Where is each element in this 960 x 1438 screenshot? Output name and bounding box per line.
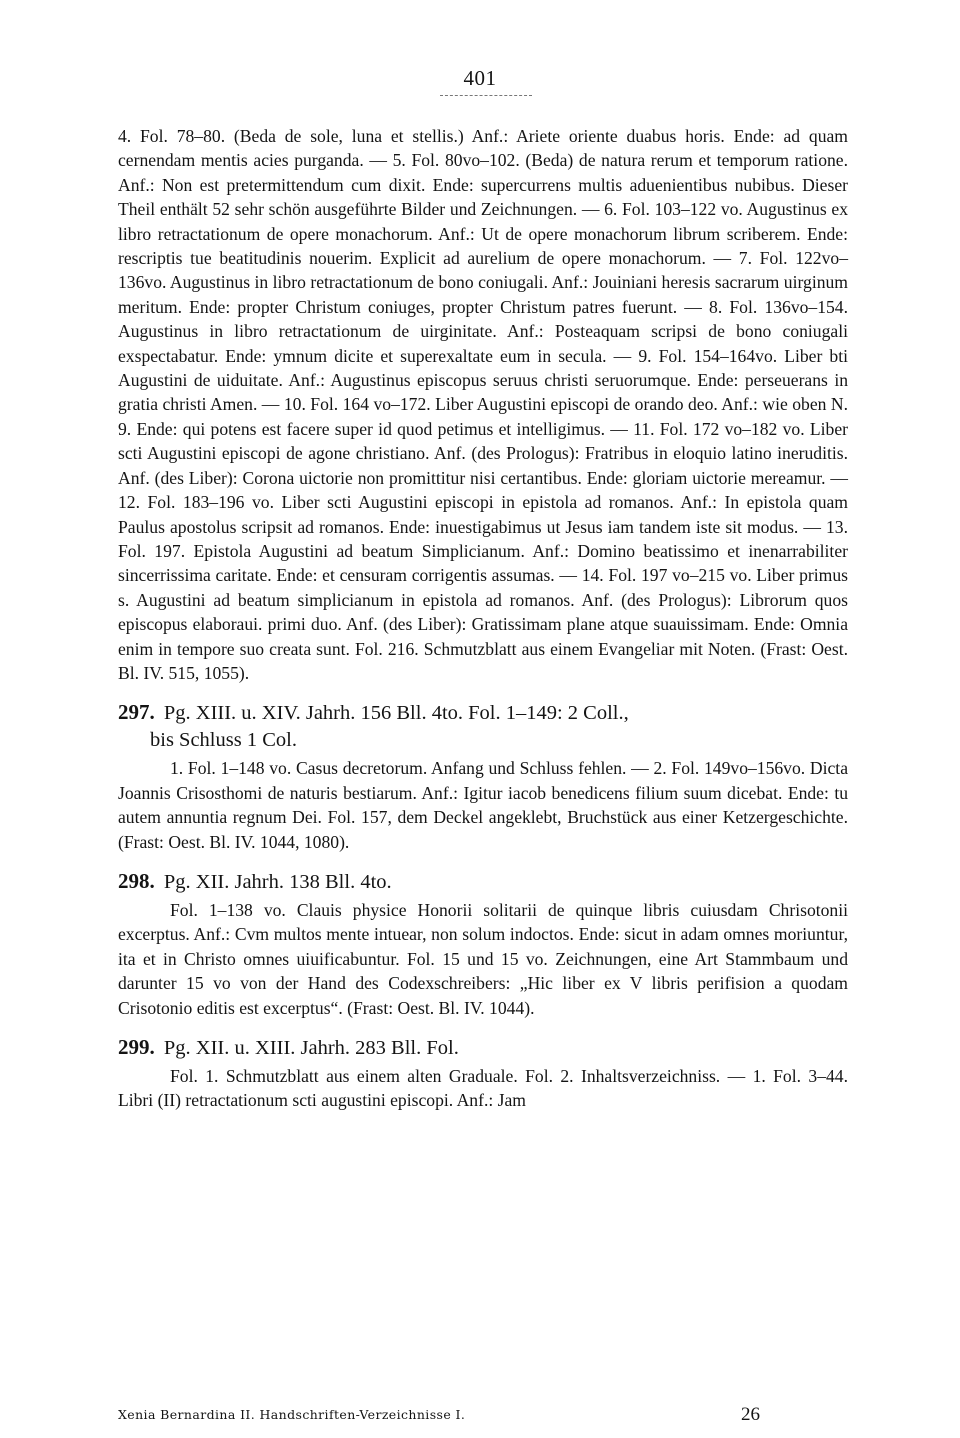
entry-297-heading-line2: bis Schluss 1 Col. [150, 729, 297, 752]
entry-297-body: 1. Fol. 1–148 vo. Casus decretorum. Anfang und Schluss fehlen. — 2. Fol. 149vo–156vo. Dicta Joannis Crisosthomi de naturis bestiarum. Anf.: Igitur iacob benedicens filium suum dicebat. Ende: tu autem annuntia regnum Dei. Fol. 157, dem Deckel angeklebt, Bruchstück aus einer Ketzergeschichte. (Frast: Oest. Bl. IV. 1044, 1080). [118, 758, 848, 852]
page-body [118, 124, 848, 1113]
entry-298-number: 298. [118, 868, 155, 893]
page-footer [118, 1404, 848, 1426]
footer-signature: Xenia Bernardina II. Handschriften-Verzeichnisse I. [118, 1407, 466, 1422]
entry-299-number: 299. [118, 1035, 155, 1059]
entry-299-heading [118, 1034, 848, 1062]
entry-297-heading [118, 699, 848, 754]
page-number-rule [440, 95, 532, 96]
entry-298-heading [118, 868, 848, 896]
entry-298-heading-line1: Pg. XII. Jahrh. 138 Bll. 4to. [163, 870, 392, 893]
page-number: 401 [463, 66, 497, 90]
footer-quire-number: 26 [741, 1404, 760, 1425]
entry-299-heading-line1: Pg. XII. u. XIII. Jahrh. 283 Bll. Fol. [163, 1037, 459, 1059]
entry-297-number: 297. [118, 700, 155, 725]
entry-298-body: Fol. 1–138 vo. Clauis physice Honorii solitarii de quinque libris cuiusdam Chrisotonii excerptus. Anf.: Cvm multos mente intuear, non solum indoctos. Ende: sicut in adam omnes moriuntur, ita et in Christo omnes uiuificabuntur. Fol. 15 und 15 vo. Zeichnungen, eine Art Stammbaum und darunter 15 vo von der Hand des Codexschreibers: „Hic liber ex V libris perifision a quodam Crisotonio editis est excerptus“. (Frast: Oest. Bl. IV. 1044). [118, 899, 848, 1018]
entry-296-continuation: 4. Fol. 78–80. (Beda de sole, luna et stellis.) Anf.: Ariete oriente duabus horis. Ende: ad quam cernendam mentis acies purganda. — 5. Fol. 80vo–102. (Beda) de natura rerum et temporum ratione. Anf.: Non est pretermittendum cum dixit. Ende: supercurrens multis aduenientibus nubibus. Dieser Theil enthält 52 sehr schön ausgeführte Bilder und Zeichnungen. — 6. Fol. 103–122 vo. Augustinus ex libro retractationum de opere monachorum. Anf.: Ut de opere monachorum librum scriberem. Ende: rescriptis tue beatitudinis nouerim. Explicit ad aurelium de opere monachorum. — 7. Fol. 122vo–136vo. Augustinus in libro retractationum de bono coniugali. Anf.: Jouiniani heresis sacrarum uirginum meritum. Ende: propter Christum coniuges, propter Christum patres fuerunt. — 8. Fol. 136vo–154. Augustinus in libro retractationum de uirginitate. Anf.: Posteaquam scripsi de bono coniugali exspectabatur. Ende: ymnum dicite et superexaltate eum in secula. — 9. Fol. 154–164vo. Liber bti Augustini de uiduitate. Anf.: Augustinus episcopus seruus christi seruorumque. Ende: perseuerans in gratia christi Amen. — 10. Fol. 164 vo–172. Liber Augustini episcopi de orando deo. Anf.: wie oben N. 9. Ende: qui potens est facere super id quod petimus et intelligimus. — 11. Fol. 172 vo–182 vo. Liber scti Augustini episcopi de agone christiano. Anf. (des Prologus): Fratribus in eloquio latino ineruditis. Anf. (des Liber): Corona uictorie non promittitur nisi certantibus. Ende: gloriam uictorie mereamur. — 12. Fol. 183–196 vo. Liber scti Augustini episcopi in epistola ad romanos. Anf.: In epistola quam Paulus apostolus scripsit ad romanos. Ende: inuestigabimus ut Jesus iam tandem iste sit modus. — 13. Fol. 197. Epistola Augustini ad beatum Simplicianum. Anf.: Domino beatissimo et inenarrabiliter sincerrissima caritate. Ende: et censuram corrigentis assumas. — 14. Fol. 197 vo–215 vo. Liber primus s. Augustini ad beatum simplicianum in epistola ad romanos. Anf. (des Prologus): Librorum quos episcopus elaboraui. primi duo. Anf. (des Liber): Gratissimam plane atque suauissimam. Ende: Omnia enim in tempore suo creata sunt. Fol. 216. Schmutzblatt aus einem Evangeliar mit Noten. (Frast: Oest. Bl. IV. 515, 1055). [118, 126, 848, 683]
entry-297-heading-line1: Pg. XIII. u. XIV. Jahrh. 156 Bll. 4to. Fol. 1–149: 2 Coll., [163, 702, 629, 725]
entry-299-body: Fol. 1. Schmutzblatt aus einem alten Graduale. Fol. 2. Inhaltsverzeichniss. — 1. Fol. 3–44. Libri (II) retractationum scti augustini episcopi. Anf.: Jam [118, 1066, 848, 1111]
